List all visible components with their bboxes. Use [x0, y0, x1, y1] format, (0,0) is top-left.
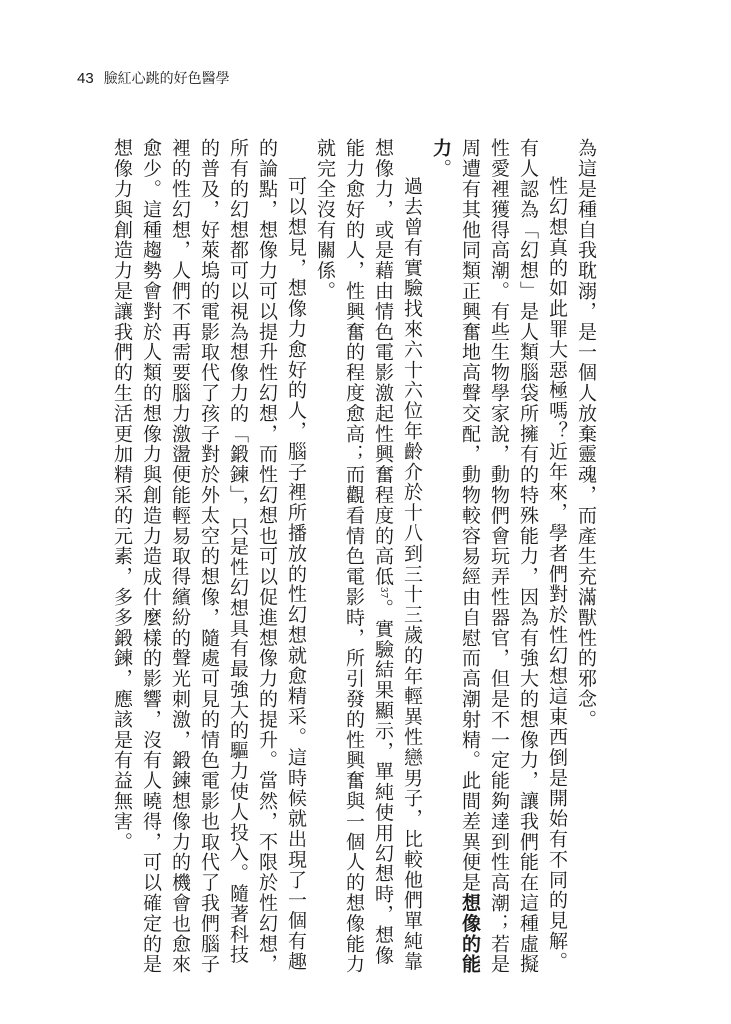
paragraph-2-emphasis: 想像的能力: [430, 138, 481, 975]
body-text: [80, 138, 600, 978]
paragraph-4-text: 可以想見，想像力愈好的人，腦子裡所播放的性幻想就愈精采。這時候就出現了一個有趣的論點，想像力可以提升性幻想，而性幻想也可以促進想像力的提升。當然，不限於性幻想，所有的幻想都可以視為想像力的「鍛鍊」，只是性幻想具有最強大的驅力使人投入。隨著科技的普及，好萊塢的電影取代了孩子對於外太空的想像，隨處可見的情色電影也取代了我們腦子裡的性幻想，人們不再需要腦力激盪便能輕易取得繽紛的聲光刺激，鍛鍊想像力的機會也愈來愈少。這種趨勢會對於人類的想像力與創造力造成什麼樣的影響，沒有人曉得，可以確定的是想像力與創造力是讓我們的生活更加精采的元素，多多鍛鍊，應該是有益無害。: [111, 138, 307, 975]
running-header: [77, 70, 230, 88]
paragraph-4: [107, 138, 310, 978]
paragraph-1-text: 為這是種自我耽溺，是一個人放棄靈魂，而產生充滿獸性的邪念。: [575, 138, 597, 730]
paragraph-3-text: 過去曾有實驗找來六十六位年齡介於十八到三十三歲的年輕異性戀男子，比較他們單純靠想像力，或是藉由情色電影激起性興奮程度的高低: [372, 138, 423, 972]
running-title: 臉紅心跳的好色醫學: [103, 71, 230, 87]
paragraph-3-tail: 。實驗結果顯示，單純使用幻想時，想像能力愈好的人，性興奮的程度愈高；而觀看情色電影時，所引發的性興奮與一個人的想像能力就完全沒有關係。: [314, 138, 394, 975]
paragraph-2-text: 性幻想真的如此罪大惡極嗎？近年來，學者們對於性幻想這東西倒是開始有不同的見解。有人認為「幻想」是人類腦袋所擁有的特殊能力，因為有強大的想像力，讓我們能在這種虛擬性愛裡獲得高潮。有些生物學家說，動物們會玩弄性器官，但是不一定能夠達到性高潮；若是周遭有其他同類正興奮地高聲交配，動物較容易經由自慰而高潮射精。此間差異便是: [459, 138, 568, 975]
paragraph-2-tail: 。: [430, 158, 452, 179]
page-number: 43: [77, 70, 94, 87]
paragraph-2: [426, 138, 571, 978]
footnote-reference: 37: [378, 586, 388, 599]
paragraph-1: [571, 138, 600, 978]
paragraph-3: [310, 138, 426, 978]
